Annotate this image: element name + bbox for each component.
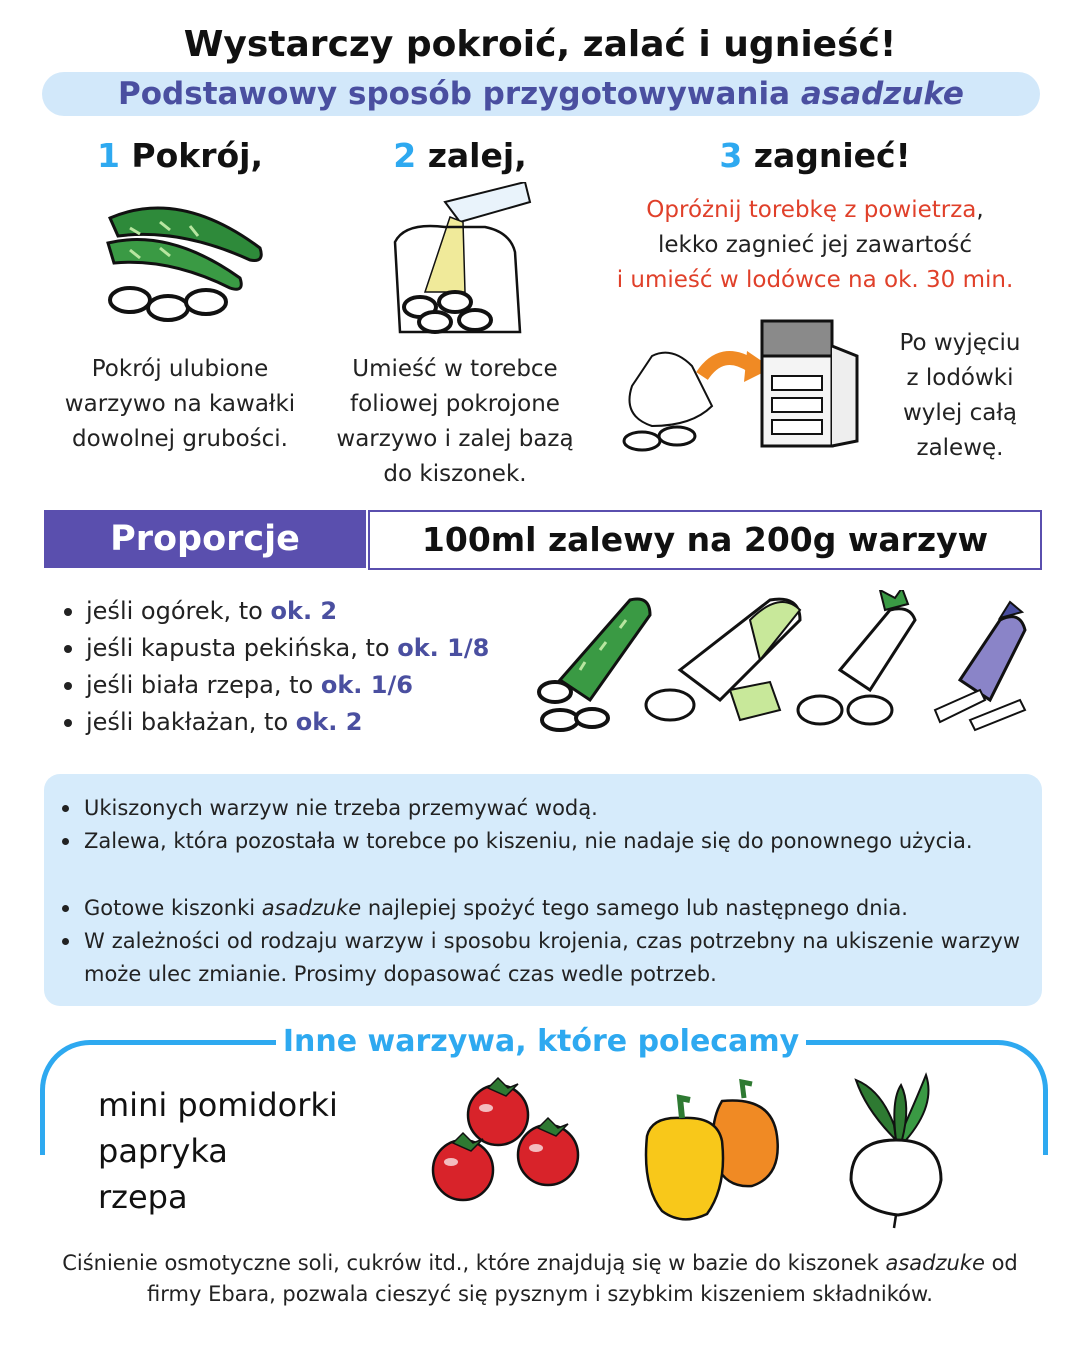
footer-part: od firmy Ebara, pozwala cieszyć się pysznym i szybkim kiszeniem składników.: [147, 1251, 1018, 1306]
step-3-instr-line-2: lekko zagnieć jej zawartość: [657, 232, 973, 258]
cherry-tomatoes-icon: [428, 1070, 598, 1210]
step-3-instructions: [580, 193, 1050, 298]
step-2-desc-line: foliowej pokrojone: [350, 391, 560, 417]
bullet-icon: [62, 838, 69, 845]
step-3-desc-line: wylej całą: [902, 400, 1018, 426]
proportion-text: jeśli kapusta pekińska, to: [86, 634, 398, 662]
bullet-icon: [62, 805, 69, 812]
step-3-desc-line: z lodówki: [906, 365, 1014, 391]
step-1-description: [30, 352, 330, 457]
turnip-icon: [836, 1070, 956, 1230]
vegetables-row-icon: [530, 590, 1040, 740]
other-vegetable-item: mini pomidorki: [98, 1086, 338, 1124]
bullet-icon: [64, 645, 72, 653]
step-3-desc-line: Po wyjęciu: [899, 330, 1021, 356]
proportions-label: Proporcje: [44, 510, 366, 568]
other-vegetables-title: Inne warzywa, które polecamy: [276, 1024, 806, 1059]
note-text: Gotowe kiszonki: [84, 896, 262, 920]
step-3-desc-line: zalewę.: [916, 435, 1004, 461]
step-2-description: [310, 352, 600, 492]
proportion-amount: ok. 1/6: [320, 671, 413, 699]
bullet-icon: [64, 608, 72, 616]
note-item: [84, 925, 1020, 991]
bullet-icon: [64, 682, 72, 690]
bag-pouring-icon: [385, 182, 535, 342]
note-italic: asadzuke: [261, 896, 362, 920]
footer-part: Ciśnienie osmotyczne soli, cukrów itd., które znajdują się w bazie do kiszonek: [62, 1251, 886, 1275]
other-vegetable-item: papryka: [98, 1132, 228, 1170]
step-1-desc-line: Pokrój ulubione: [91, 356, 269, 382]
note-text: Ukiszonych warzyw nie trzeba przemywać wodą.: [84, 796, 598, 820]
note-item-warning: [84, 825, 1020, 858]
step-3-instr-line-1: Opróżnij torebkę z powietrza: [646, 197, 977, 223]
proportions-ratio: 100ml zalewy na 200g warzyw: [368, 510, 1042, 570]
page-title: Wystarczy pokroić, zalać i ugnieść!: [183, 24, 897, 65]
note-item: [84, 792, 1020, 825]
step-2-desc-line: Umieść w torebce: [352, 356, 558, 382]
proportion-text: jeśli bakłażan, to: [86, 708, 296, 736]
proportion-amount: ok. 2: [270, 597, 338, 625]
note-text: W zależności od rodzaju warzyw i sposobu krojenia, czas potrzebny na ukiszenie warzyw może ulec zmianie. Prosimy dopasować czas wedle potrzeb.: [84, 929, 1020, 986]
subtitle-italic: asadzuke: [800, 76, 964, 112]
note-text: najlepiej spożyć tego samego lub następnego dnia.: [361, 896, 908, 920]
cucumber-slices-icon: [100, 188, 270, 328]
proportion-amount: ok. 2: [295, 708, 363, 736]
step-1-desc-line: warzywo na kawałki: [64, 391, 296, 417]
proportion-amount: ok. 1/8: [397, 634, 490, 662]
step-3-instr-line-3: i umieść w lodówce na ok. 30 min.: [616, 267, 1014, 293]
step-1-number: 1: [96, 136, 120, 175]
notes-box: [44, 774, 1042, 1006]
step-2-heading: [340, 136, 580, 175]
step-1-label: Pokrój,: [119, 136, 264, 175]
step-2-desc-line: warzywo i zalej bazą: [336, 426, 574, 452]
step-1-desc-line: dowolnej grubości.: [71, 426, 288, 452]
proportion-item: [64, 671, 413, 699]
footer-text: [40, 1248, 1040, 1310]
step-3-heading: [680, 136, 950, 175]
step-1-heading: [60, 136, 300, 175]
other-vegetable-item: rzepa: [98, 1178, 188, 1216]
proportion-item: [64, 708, 362, 736]
bullet-icon: [64, 719, 72, 727]
step-2-desc-line: do kiszonek.: [383, 461, 527, 487]
step-2-number: 2: [393, 136, 417, 175]
step-3-description: [870, 326, 1050, 466]
subtitle-text: Podstawowy sposób przygotowywania: [118, 76, 801, 112]
step-3-number: 3: [719, 136, 743, 175]
bullet-icon: [62, 938, 69, 945]
proportion-item: [64, 634, 489, 662]
bullet-icon: [62, 905, 69, 912]
note-text: Zalewa, która pozostała w torebce po kiszeniu, nie nadaje się do ponownego użycia.: [84, 829, 973, 853]
step-3-label: zagnieć!: [742, 136, 911, 175]
footer-italic: asadzuke: [885, 1251, 985, 1275]
knead-fridge-icon: [612, 316, 862, 456]
proportion-text: jeśli biała rzepa, to: [86, 671, 321, 699]
proportion-text: jeśli ogórek, to: [86, 597, 271, 625]
bell-peppers-icon: [632, 1076, 792, 1226]
subtitle-banner: [42, 72, 1040, 116]
step-3-instr-comma: ,: [976, 197, 984, 223]
proportion-item: [64, 597, 337, 625]
step-2-label: zalej,: [416, 136, 527, 175]
note-item: [84, 892, 1020, 925]
